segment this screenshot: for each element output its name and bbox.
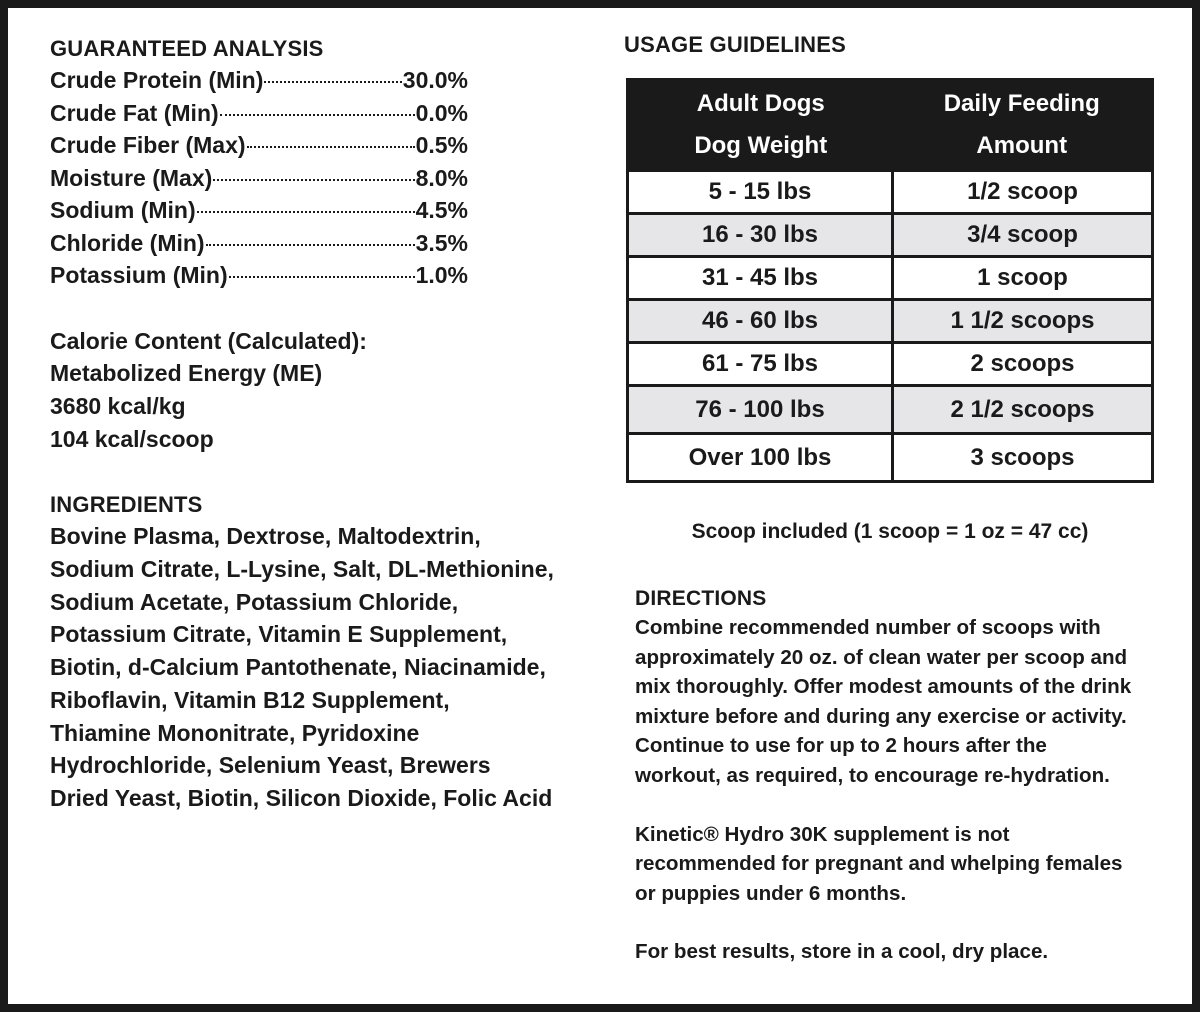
directions-heading: DIRECTIONS: [635, 587, 767, 610]
amount-cell: 3 scoops: [893, 434, 1153, 482]
amount-cell: 2 1/2 scoops: [893, 386, 1153, 434]
analysis-row-moisture: [50, 162, 468, 195]
analysis-row-sodium: [50, 194, 468, 227]
table-row: [628, 343, 1153, 386]
weight-cell: Over 100 lbs: [628, 434, 893, 482]
guaranteed-analysis-list: [50, 64, 610, 292]
analysis-label: Crude Protein (Min): [50, 67, 264, 93]
analysis-label: Crude Fat (Min): [50, 99, 219, 126]
warning-line: or puppies under 6 months.: [635, 881, 907, 905]
analysis-value: 4.5%: [415, 197, 468, 223]
feeding-table-header: [628, 80, 1153, 171]
ingredients-line: Thiamine Mononitrate, Pyridoxine: [50, 719, 420, 746]
analysis-row-potassium: [50, 259, 468, 292]
header-dog-weight: [628, 80, 893, 171]
dot-leader: [264, 81, 401, 83]
table-row: [628, 214, 1153, 257]
ingredients-line: Potassium Citrate, Vitamin E Supplement,: [50, 621, 508, 648]
ingredients-line: Biotin, d-Calcium Pantothenate, Niacinamide,: [50, 654, 546, 681]
analysis-row-crude-protein: [50, 64, 468, 97]
directions-section: [635, 585, 1165, 967]
directions-line: Combine recommended number of scoops with: [635, 616, 1101, 639]
weight-cell: 76 - 100 lbs: [628, 386, 893, 434]
ingredients-heading: INGREDIENTS: [50, 492, 203, 518]
header-text: Dog Weight: [694, 132, 828, 159]
table-row: [628, 300, 1153, 343]
amount-cell: 2 scoops: [893, 343, 1153, 386]
ingredients-line: Dried Yeast, Biotin, Silicon Dioxide, Folic Acid: [50, 784, 553, 811]
table-row: [628, 386, 1153, 434]
ingredients-line: Hydrochloride, Selenium Yeast, Brewers: [50, 752, 491, 779]
left-column: [50, 34, 610, 815]
header-daily-feeding: [893, 80, 1153, 171]
amount-cell: 1 scoop: [893, 257, 1153, 300]
header-text: Amount: [976, 132, 1068, 159]
analysis-label: Moisture (Max): [50, 164, 213, 191]
warning-line: Kinetic® Hydro 30K supplement is not: [635, 822, 1010, 846]
analysis-value: 0.5%: [415, 132, 468, 158]
amount-cell: 3/4 scoop: [893, 214, 1153, 257]
ingredients-line: Bovine Plasma, Dextrose, Maltodextrin,: [50, 523, 481, 550]
calorie-line: 104 kcal/scoop: [50, 425, 214, 452]
directions-text: [635, 613, 1165, 791]
amount-cell: 1/2 scoop: [893, 171, 1153, 214]
ingredients-line: Sodium Acetate, Potassium Chloride,: [50, 588, 459, 615]
table-row: [628, 257, 1153, 300]
analysis-value: 8.0%: [415, 164, 468, 191]
table-row: [628, 434, 1153, 482]
analysis-row-crude-fiber: [50, 129, 468, 162]
usage-guidelines-heading: USAGE GUIDELINES: [624, 32, 847, 57]
warning-text: [635, 820, 1165, 909]
amount-cell: 1 1/2 scoops: [893, 300, 1153, 343]
calorie-line: Metabolized Energy (ME): [50, 360, 323, 387]
header-text: Daily Feeding: [943, 90, 1100, 117]
dot-leader: [229, 276, 415, 278]
directions-line: mix thoroughly. Offer modest amounts of the drink: [635, 675, 1132, 699]
feeding-table-wrap: [626, 78, 1154, 483]
directions-line: workout, as required, to encourage re-hydration.: [635, 763, 1110, 787]
weight-cell: 16 - 30 lbs: [628, 214, 893, 257]
analysis-value: 0.0%: [415, 99, 468, 126]
right-column: [620, 30, 1160, 967]
analysis-value: 30.0%: [402, 67, 468, 93]
header-text: Adult Dogs: [696, 90, 825, 117]
weight-cell: 61 - 75 lbs: [628, 343, 893, 386]
analysis-label: Chloride (Min): [50, 229, 205, 256]
calorie-line: 3680 kcal/kg: [50, 392, 186, 419]
analysis-value: 3.5%: [415, 229, 468, 256]
dot-leader: [247, 146, 415, 148]
table-row: [628, 171, 1153, 214]
weight-cell: 46 - 60 lbs: [628, 300, 893, 343]
analysis-value: 1.0%: [415, 262, 468, 288]
weight-cell: 31 - 45 lbs: [628, 257, 893, 300]
dot-leader: [220, 114, 415, 116]
analysis-label: Sodium (Min): [50, 197, 196, 223]
analysis-row-chloride: [50, 227, 468, 260]
dot-leader: [197, 211, 415, 213]
label-panel: [8, 8, 1192, 1004]
directions-line: mixture before and during any exercise or activity.: [635, 704, 1127, 728]
dot-leader: [206, 244, 415, 246]
scoop-note: Scoop included (1 scoop = 1 oz = 47 cc): [691, 520, 1089, 543]
guaranteed-analysis-heading: GUARANTEED ANALYSIS: [50, 36, 324, 61]
ingredients-line: Sodium Citrate, L-Lysine, Salt, DL-Methionine,: [50, 556, 554, 583]
weight-cell: 5 - 15 lbs: [628, 171, 893, 214]
calorie-line: Calorie Content (Calculated):: [50, 327, 367, 354]
ingredients-line: Riboflavin, Vitamin B12 Supplement,: [50, 686, 450, 713]
warning-line: recommended for pregnant and whelping females: [635, 852, 1123, 876]
ingredients-text: [50, 520, 590, 814]
directions-line: Continue to use for up to 2 hours after the: [635, 734, 1047, 758]
analysis-label: Crude Fiber (Max): [50, 132, 246, 158]
feeding-table: [626, 78, 1154, 483]
calorie-content: [50, 325, 610, 456]
storage-text: For best results, store in a cool, dry place.: [635, 940, 1049, 964]
dot-leader: [213, 179, 414, 181]
analysis-label: Potassium (Min): [50, 262, 228, 288]
directions-line: approximately 20 oz. of clean water per scoop and: [635, 645, 1128, 669]
analysis-row-crude-fat: [50, 97, 468, 130]
